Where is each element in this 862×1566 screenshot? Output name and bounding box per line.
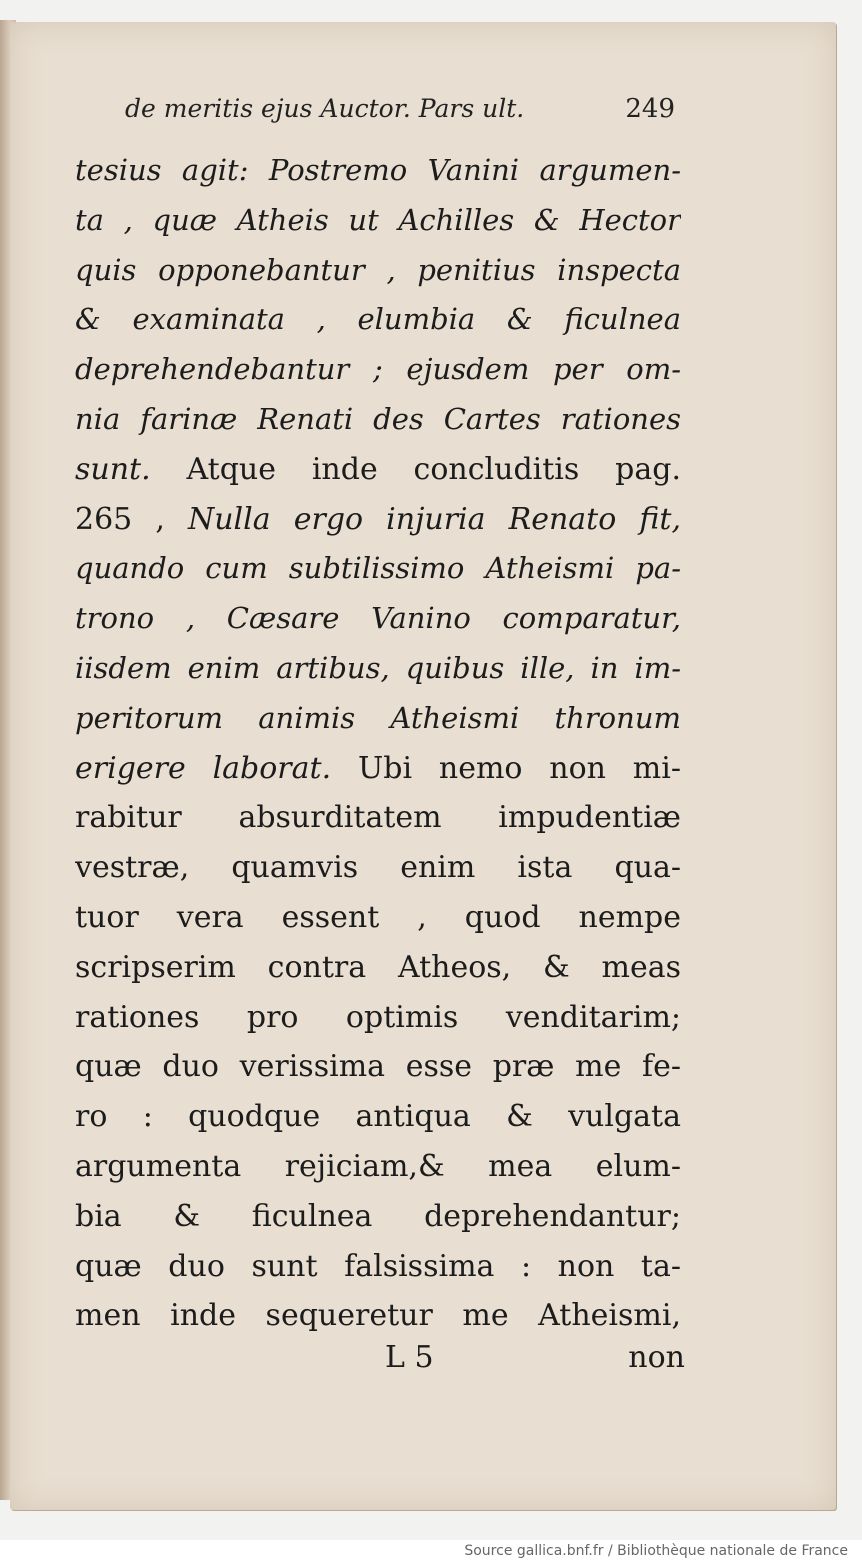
text-line (75, 295, 681, 345)
line-text: iisdem enim artibus, quibus ille, in im- (75, 650, 681, 685)
line-text: scripserim contra Atheos, & meas (75, 949, 681, 985)
running-head (125, 94, 675, 134)
line-text: ta , quæ Atheis ut Achilles & Hector (75, 202, 681, 237)
text-line (75, 146, 681, 196)
line-text: nia farinæ Renati des Cartes rationes (75, 401, 681, 436)
line-text: argumenta rejiciam,& mea elum- (75, 1148, 681, 1184)
line-text: quæ duo sunt falsissima : non ta- (75, 1248, 681, 1284)
line-text: peritorum animis Atheismi thronum (75, 700, 681, 735)
line-text: deprehendebantur ; ejusdem per om- (75, 352, 681, 387)
line-lead: erigere laborat. (75, 750, 332, 786)
text-line (75, 943, 681, 993)
line-text: men inde sequeretur me Atheismi, (75, 1298, 681, 1334)
line-lead: sunt. (75, 451, 151, 487)
text-line (75, 594, 681, 644)
text-line (75, 893, 681, 943)
line-text: quis opponebantur , penitius inspecta (75, 252, 681, 287)
line-text: quando cum subtilissimo Atheismi pa- (75, 551, 681, 586)
line-text: tuor vera essent , quod nempe (75, 899, 681, 935)
text-line (75, 395, 681, 445)
page-footer (385, 1340, 685, 1390)
catchword: non (628, 1340, 685, 1375)
line-text: tesius agit: Postremo Vanini argumen- (75, 153, 681, 187)
body-text (75, 146, 681, 1341)
page-number: 249 (625, 94, 675, 124)
text-line (75, 793, 681, 843)
text-line (75, 694, 681, 744)
text-line (75, 1042, 681, 1092)
text-line (75, 544, 681, 594)
line-text: quæ duo verissima esse præ me fe- (75, 1049, 681, 1085)
line-text: rabitur absurditatem impudentiæ (75, 800, 681, 836)
text-line (75, 993, 681, 1043)
line-text: trono , Cæsare Vanino comparatur, (75, 601, 681, 636)
line-text: Nulla ergo injuria Renato fit, (187, 501, 681, 537)
line-text: Atque inde concluditis pag. (186, 451, 681, 487)
text-line (75, 495, 681, 545)
line-text: rationes pro optimis venditarim; (75, 999, 681, 1035)
text-line (75, 445, 681, 495)
text-line (75, 1092, 681, 1142)
text-line (75, 196, 681, 246)
text-line (75, 246, 681, 296)
line-lead: 265 , (75, 501, 165, 537)
line-text: ro : quodque antiqua & vulgata (75, 1099, 681, 1135)
text-line (75, 345, 681, 395)
line-text: vestræ, quamvis enim ista qua- (75, 850, 681, 886)
running-title: de meritis ejus Auctor. Pars ult. (125, 94, 525, 123)
text-line (75, 1142, 681, 1192)
text-line (75, 843, 681, 893)
line-text: bia & ficulnea deprehendantur; (75, 1198, 681, 1234)
line-text: & examinata , elumbia & ficulnea (75, 302, 681, 337)
text-line (75, 744, 681, 794)
source-credit: Source gallica.bnf.fr / Bibliothèque nationale de France (464, 1543, 848, 1559)
text-line (75, 1192, 681, 1242)
text-line (75, 1291, 681, 1341)
text-line (75, 644, 681, 694)
text-line (75, 1242, 681, 1292)
line-text: Ubi nemo non mi- (357, 750, 681, 786)
signature-mark: L 5 (385, 1340, 434, 1375)
